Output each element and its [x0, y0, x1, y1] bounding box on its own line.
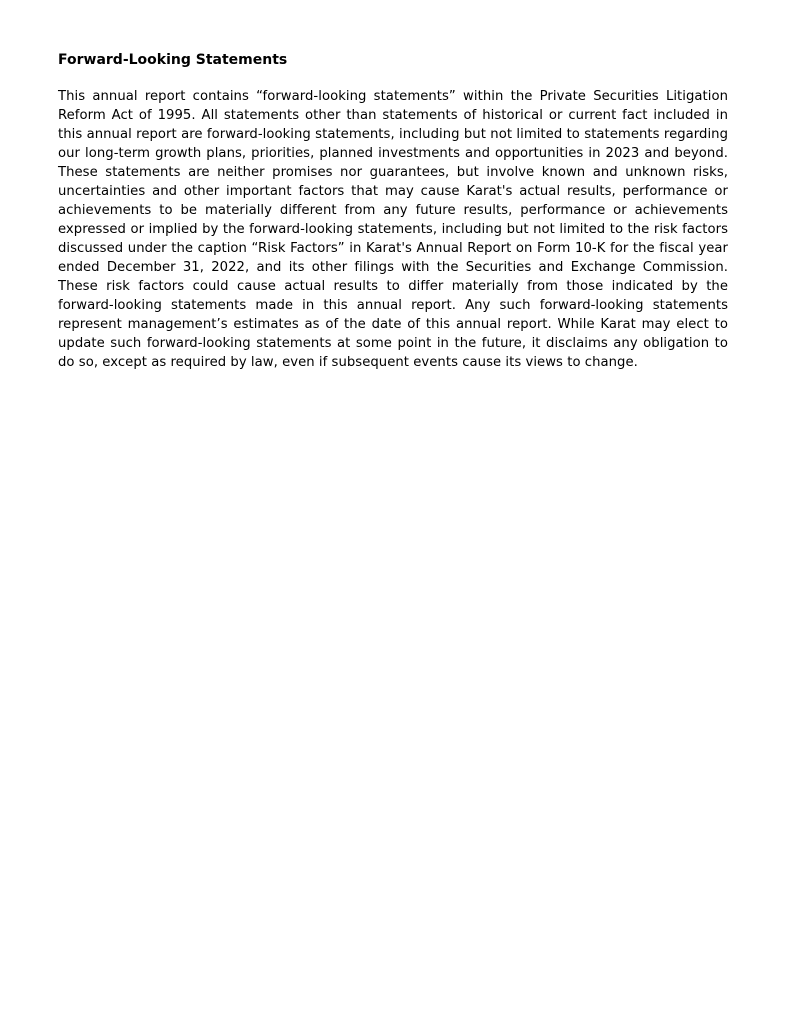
forward-looking-statements-paragraph: This annual report contains “forward-looking statements” within the Private Securities Litigation Reform Act of 1995. All statements other than statements of historical or current fact included in this annual report are forward-looking statements, including but not limited to statements regarding our long-term growth plans, priorities, planned investments and opportunities in 2023 and beyond. These statements are neither promises nor guarantees, but involve known and unknown risks, uncertainties and other important factors that may cause Karat's actual results, performance or achievements to be materially different from any future results, performance or achievements expressed or implied by the forward-looking statements, including but not limited to the risk factors discussed under the caption “Risk Factors” in Karat's Annual Report on Form 10-K for the fiscal year ended December 31, 2022, and its other filings with the Securities and Exchange Commission. These risk factors could cause actual results to differ materially from those indicated by the forward-looking statements made in this annual report. Any such forward-looking statements represent management’s estimates as of the date of this annual report. While Karat may elect to update such forward-looking statements at some point in the future, it disclaims any obligation to do so, except as required by law, even if subsequent events cause its views to change.	[58, 89, 728, 370]
section-heading: Forward-Looking Statements	[58, 52, 288, 68]
